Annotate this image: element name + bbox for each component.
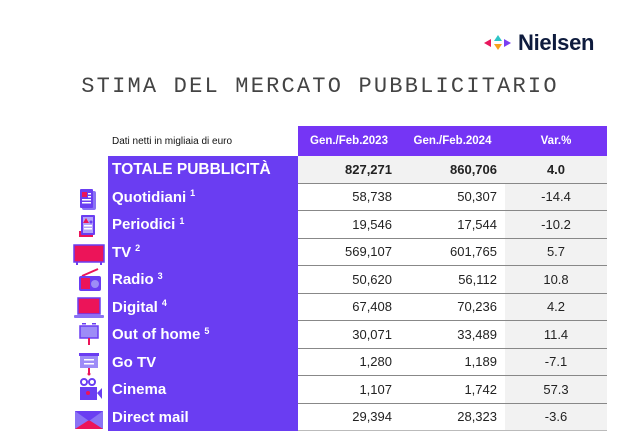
cell-2023: 58,738	[298, 184, 400, 212]
row-label: Digital $^4$	[108, 294, 298, 322]
row-label: Quotidiani $^1$	[108, 184, 298, 212]
advertising-market-table	[108, 126, 607, 431]
nielsen-logo-mark-icon	[484, 35, 512, 51]
row-label: Direct mail	[108, 404, 298, 432]
row-label: Radio $^3$	[108, 266, 298, 294]
table-row	[108, 239, 607, 267]
table-row	[108, 266, 607, 294]
cell-2023: 1,280	[298, 349, 400, 377]
cell-2023: 827,271	[298, 156, 400, 184]
cell-2024: 860,706	[400, 156, 505, 184]
cell-var: -7.1	[505, 349, 607, 377]
cell-2023: 569,107	[298, 239, 400, 267]
cell-2024: 33,489	[400, 321, 505, 349]
table-row	[108, 294, 607, 322]
cell-2023: 29,394	[298, 404, 400, 432]
cell-2023: 1,107	[298, 376, 400, 404]
laptop-icon	[72, 296, 106, 320]
cell-2024: 56,112	[400, 266, 505, 294]
cell-var: -14.4	[505, 184, 607, 212]
row-label: TV $^2$	[108, 239, 298, 267]
movie-camera-icon	[72, 378, 106, 402]
cell-var: 5.7	[505, 239, 607, 267]
table-row	[108, 184, 607, 212]
cell-var: 57.3	[505, 376, 607, 404]
table-row	[108, 211, 607, 239]
cell-2024: 601,765	[400, 239, 505, 267]
cell-var: 4.0	[505, 156, 607, 184]
cell-2024: 28,323	[400, 404, 505, 432]
row-label: TOTALE PUBBLICITÀ	[108, 156, 298, 184]
column-header-2023: Gen./Feb.2023	[298, 126, 400, 156]
tv-icon	[72, 242, 106, 266]
table-row-total	[108, 156, 607, 184]
table-header	[108, 126, 607, 156]
cell-var: 4.2	[505, 294, 607, 322]
newspaper-icon	[72, 188, 106, 212]
cell-2024: 50,307	[400, 184, 505, 212]
row-label: Periodici $^1$	[108, 211, 298, 239]
table-row	[108, 349, 607, 377]
cell-2024: 70,236	[400, 294, 505, 322]
row-label: Cinema	[108, 376, 298, 404]
cell-var: 11.4	[505, 321, 607, 349]
screen-icon	[72, 352, 106, 376]
envelope-icon	[72, 408, 106, 432]
cell-2023: 50,620	[298, 266, 400, 294]
cell-var: 10.8	[505, 266, 607, 294]
logo-text: Nielsen	[518, 30, 595, 55]
table-row	[108, 321, 607, 349]
cell-2024: 17,544	[400, 211, 505, 239]
nielsen-logo	[484, 30, 594, 56]
column-header-2024: Gen./Feb.2024	[400, 126, 505, 156]
cell-2024: 1,742	[400, 376, 505, 404]
cell-2023: 67,408	[298, 294, 400, 322]
cell-var: -10.2	[505, 211, 607, 239]
cell-2023: 19,546	[298, 211, 400, 239]
unit-note: Dati netti in migliaia di euro	[112, 135, 233, 147]
column-header-var: Var.%	[505, 126, 607, 156]
cell-2024: 1,189	[400, 349, 505, 377]
table-row	[108, 376, 607, 404]
billboard-icon	[72, 322, 106, 346]
row-label: Out of home $^5$	[108, 321, 298, 349]
magazine-icon	[72, 214, 106, 238]
radio-icon	[72, 268, 106, 292]
cell-var: -3.6	[505, 404, 607, 432]
page-title: STIMA DEL MERCATO PUBBLICITARIO	[81, 74, 559, 99]
cell-2023: 30,071	[298, 321, 400, 349]
row-label: Go TV	[108, 349, 298, 377]
table-row	[108, 404, 607, 432]
